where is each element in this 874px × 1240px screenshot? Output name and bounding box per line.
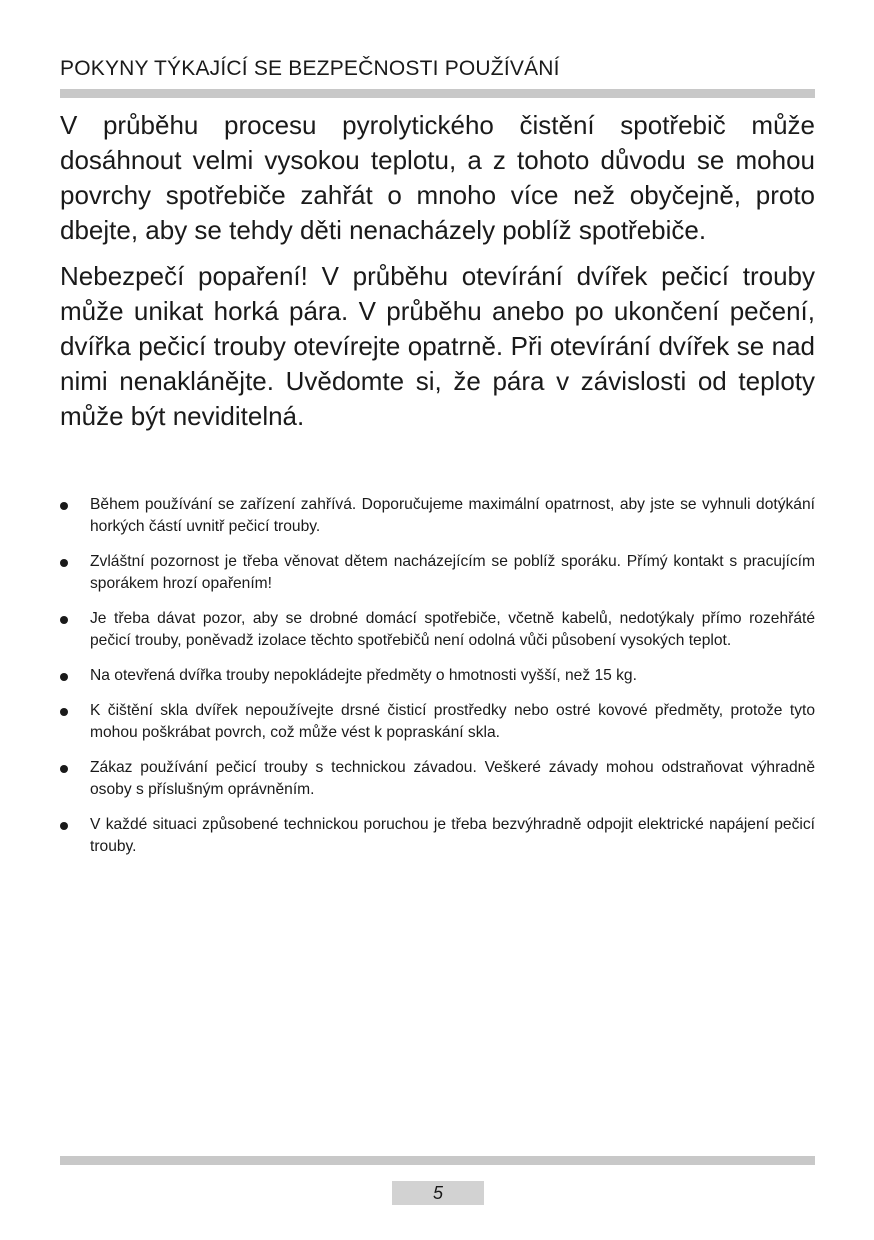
list-item-text: Během používání se zařízení zahřívá. Doporučujeme maximální opatrnost, aby jste se vyhnuli dotýkání horkých částí uvnitř pečicí trouby. xyxy=(90,496,815,535)
list-item-text: Na otevřená dvířka trouby nepokládejte předměty o hmotnosti vyšší, než 15 kg. xyxy=(90,667,637,684)
bullet-icon xyxy=(60,822,68,830)
list-item-text: Zákaz používání pečicí trouby s technickou závadou. Veškeré závady mohou odstraňovat výhradně osoby s příslušným oprávněním. xyxy=(90,759,815,798)
bullet-icon xyxy=(60,765,68,773)
bullet-icon xyxy=(60,708,68,716)
list-item-text: Je třeba dávat pozor, aby se drobné domácí spotřebiče, včetně kabelů, nedotýkaly přímo rozehřáté pečicí trouby, poněvadž izolace těchto spotřebičů není odolná vůči působení vysokých teplot. xyxy=(90,610,815,649)
list-item-text: V každé situaci způsobené technickou poruchou je třeba bezvýhradně odpojit elektrické napájení pečicí trouby. xyxy=(90,816,815,855)
list-item xyxy=(60,700,815,744)
list-item xyxy=(60,757,815,801)
top-divider xyxy=(60,89,815,98)
list-item xyxy=(60,494,815,538)
page-number: 5 xyxy=(392,1181,484,1205)
list-item xyxy=(60,551,815,595)
list-item xyxy=(60,608,815,652)
warning-paragraph-steam: Nebezpečí popaření! V průběhu otevírání dvířek pečicí trouby může unikat horká pára. V průběhu anebo po ukončení pečení, dvířka pečicí trouby otevírejte opatrně. Při otevírání dvířek se nad nimi nenaklánějte. Uvědomte si, že pára v závislosti od teploty může být neviditelná. xyxy=(60,261,815,431)
bullet-icon xyxy=(60,559,68,567)
section-heading: POKYNY TÝKAJÍCÍ SE BEZPEČNOSTI POUŽÍVÁNÍ xyxy=(60,57,560,80)
list-item-text: Zvláštní pozornost je třeba věnovat dětem nacházejícím se poblíž sporáku. Přímý kontakt s pracujícím sporákem hrozí opařením! xyxy=(90,553,815,592)
bullet-icon xyxy=(60,673,68,681)
list-item-text: K čištění skla dvířek nepoužívejte drsné čisticí prostředky nebo ostré kovové předměty, protože tyto mohou poškrábat povrch, což může vést k popraskání skla. xyxy=(90,702,815,741)
bullet-icon xyxy=(60,502,68,510)
safety-bullet-list xyxy=(60,494,815,871)
bullet-icon xyxy=(60,616,68,624)
warning-paragraph-pyrolysis: V průběhu procesu pyrolytického čistění spotřebič může dosáhnout velmi vysokou teplotu, a z tohoto důvodu se mohou povrchy spotřebiče zahřát o mnoho více než obyčejně, proto dbejte, aby se tehdy děti nenacházely poblíž spotřebiče. xyxy=(60,110,815,245)
list-item xyxy=(60,814,815,858)
bottom-divider xyxy=(60,1156,815,1165)
list-item xyxy=(60,665,815,687)
